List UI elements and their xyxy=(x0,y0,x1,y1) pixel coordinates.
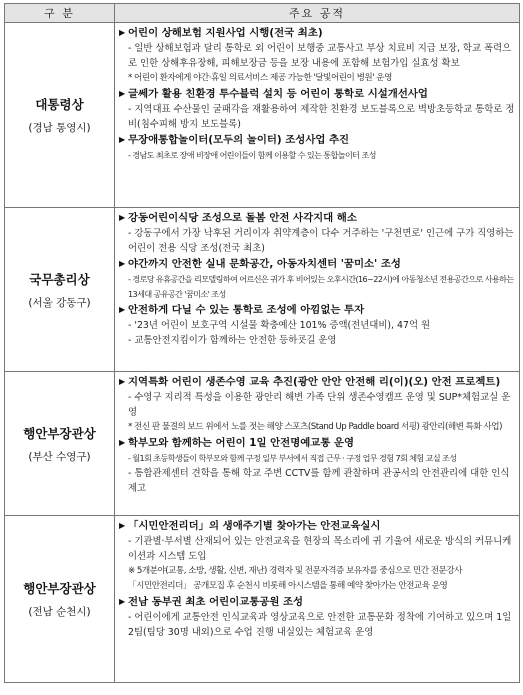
award-region: (서울 강동구) xyxy=(28,296,91,309)
triangle-bullet-icon: ▶ xyxy=(119,28,126,37)
item-detail: - 수영구 지리적 특성을 이용한 광안리 해변 가족 단위 생존수영캠프 운영 및 SUP*체험교실 운영 xyxy=(128,392,511,418)
item-detail: - 기관별·부서별 산재되어 있는 안전교육을 현장의 목소리에 귀 기울여 새로운 방식의 커뮤니케이션과 시스템 도입 xyxy=(128,536,512,562)
achievements-cell xyxy=(115,372,520,516)
item-detail: - 경남도 최초로 장애 비장애 어린이들이 함께 이용할 수 있는 통합놀이터 조성 xyxy=(128,150,376,160)
item-note: ※ 5개분야(교통, 소방, 생활, 신변, 재난) 경력자 및 전문자격증 보유자를 중심으로 민간 전문강사 xyxy=(128,566,462,576)
triangle-bullet-icon: ▶ xyxy=(119,89,126,98)
list-item: ▶ 「시민안전리더」의 생애주기별 찾아가는 안전교육실시 xyxy=(119,520,381,532)
item-detail: - 통합관제센터 견학을 통해 학교 주변 CCTV를 함께 관찰하며 관공서의 안전관리에 대한 인식 제고 xyxy=(128,468,510,494)
award-cell xyxy=(5,208,115,372)
awards-table xyxy=(4,3,520,683)
triangle-bullet-icon: ▶ xyxy=(119,259,126,268)
achievements-cell xyxy=(115,23,520,208)
list-item: ▶ 글쎄가 활용 친환경 투수블럭 설치 등 어린이 통학로 시설개선사업 xyxy=(119,88,428,100)
achievements-cell xyxy=(115,516,520,683)
item-note: * 전신 판 물결의 보드 위에서 노를 젓는 해양 스포츠(Stand Up Paddle board 서핑) 광안리(해변 특화 사업) xyxy=(128,422,502,432)
list-item: ▶ 어린이 상해보험 지원사업 시행(전국 최초) xyxy=(119,27,323,39)
triangle-bullet-icon: ▶ xyxy=(119,305,126,314)
list-item: ▶ 학부모와 함께하는 어린이 1일 안전명예교통 운영 xyxy=(119,437,355,449)
table-row xyxy=(5,516,520,683)
award-cell xyxy=(5,372,115,516)
list-item: ▶ 야간까지 안전한 실내 문화공간, 아동자치센터 '꿈미소' 조성 xyxy=(119,258,401,270)
award-cell xyxy=(5,23,115,208)
achievements-cell xyxy=(115,208,520,372)
item-detail: - '23년 어린이 보호구역 시설물 확충예산 101% 증액(전년대비), 47억 원 xyxy=(128,320,431,331)
list-item: ▶ 지역특화 어린이 생존수영 교육 추진(광안 안안 안전해 리(이)(오) 안전 프로젝트) xyxy=(119,376,501,388)
award-name: 행안부장관상 xyxy=(23,425,96,441)
triangle-bullet-icon: ▶ xyxy=(119,597,126,606)
award-cell xyxy=(5,516,115,683)
award-name: 행안부장관상 xyxy=(23,581,96,596)
list-item: ▶ 무장애통합놀이터(모두의 놀이터) 조성사업 추진 xyxy=(119,134,350,146)
list-item: ▶ 전남 동부권 최초 어린이교통공원 조성 xyxy=(119,596,304,608)
item-detail: - 월1회 초등학생들이 학부모와 함께 구정 일부 부서에서 직접 근무 · 구정 업무 경험 7회 체험 교실 조성 xyxy=(128,453,457,463)
header-category: 구 분 xyxy=(5,4,115,23)
list-item: ▶ 안전하게 다닐 수 있는 통학로 조성에 아낌없는 투자 xyxy=(119,304,365,316)
table-row xyxy=(5,23,520,208)
item-note: * 어린이 환자에게 야간·휴일 의료서비스 제공 가능한 '달빛어린이 병원' 운영 xyxy=(128,73,392,83)
table-header-row xyxy=(5,4,520,23)
award-region: (부산 수영구) xyxy=(28,450,91,463)
triangle-bullet-icon: ▶ xyxy=(119,521,126,530)
item-note: 「시민안전리더」 공개모집 후 순천시 비롯해 아시스템을 통해 예약 찾아가는 안전교육 운영 xyxy=(128,581,448,591)
award-name: 대통령상 xyxy=(35,97,84,112)
triangle-bullet-icon: ▶ xyxy=(119,377,126,386)
award-region: (경남 통영시) xyxy=(28,122,91,134)
item-detail: - 어린이에게 교통안전 인식교육과 영상교육으로 안전한 교통문화 정착에 기여하고 있으며 1일 2팀(팀당 30명 내외)으로 수업 진행 내실있는 체험교육 운영 xyxy=(128,612,512,638)
table-row xyxy=(5,208,520,372)
list-item: ▶ 강동어린이식당 조성으로 돌봄 안전 사각지대 해소 xyxy=(119,212,357,224)
item-detail: - 일반 상해보험과 달리 통학로 외 어린이 보행중 교통사고 부상 치료비 지급 보장, 학교 폭력으로 인한 상해후유장해, 피해보장금 등을 보장 내용에 포함해 보험가입 실효성 확보 xyxy=(128,43,512,69)
award-name: 국무총리상 xyxy=(29,271,90,287)
triangle-bullet-icon: ▶ xyxy=(119,213,126,222)
triangle-bullet-icon: ▶ xyxy=(119,438,126,447)
triangle-bullet-icon: ▶ xyxy=(119,135,126,144)
item-detail: - 지역대표 수산물인 굴패각을 재활용하여 제작한 친환경 보도블록으로 벽방초등학교 통학로 정비(침수피해 방지 보도블록) xyxy=(128,104,515,130)
item-detail: - 교통안전지킴이가 함께하는 안전한 등하굣길 운영 xyxy=(128,335,337,346)
item-detail: - 강동구에서 가장 낙후된 거리이자 취약계층이 다수 거주하는 '구천면로' 인근에 구가 직영하는 어린이 전용 식당 조성(전국 최초) xyxy=(128,228,514,254)
table-row xyxy=(5,372,520,516)
header-achievements: 주요 공적 xyxy=(115,4,520,23)
item-detail: - 경로당 유휴공간을 리모델링하여 어르신은 귀가 후 비어있는 오후시간(16~22시)에 아동청소년 전용공간으로 사용하는 13세대 공유공간 '꿈미소' 조성 xyxy=(128,274,514,299)
award-region: (전남 순천시) xyxy=(28,606,91,618)
